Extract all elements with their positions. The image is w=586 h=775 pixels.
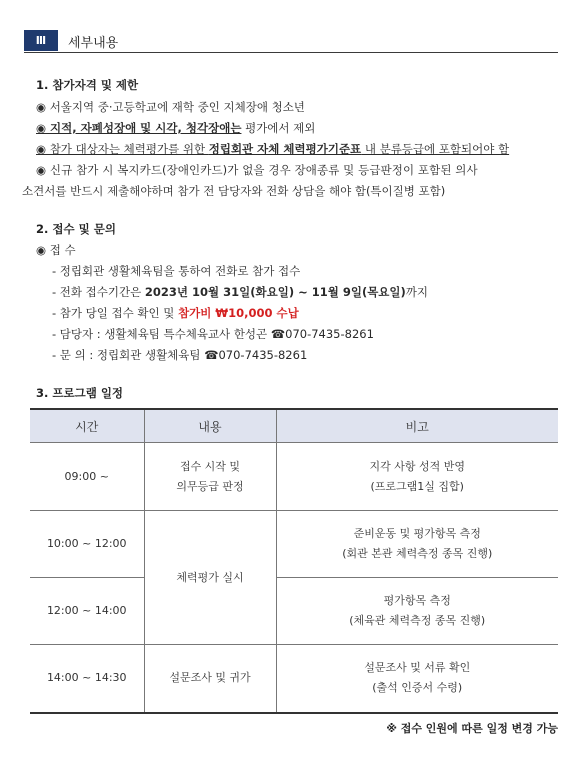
row1-time: 09:00 ~ — [30, 443, 144, 511]
sec2-title: 2. 접수 및 문의 — [36, 222, 116, 236]
sec1-bullet-4-line1: ◉ 신규 참가 시 복지카드(장애인카드)가 없을 경우 장애종류 및 등급판정이 포함된 의사 — [36, 163, 478, 177]
row4-note — [276, 645, 558, 713]
row1-note — [276, 443, 558, 511]
row3-note-line1: 평가항목 측정 — [383, 594, 451, 607]
section-number-badge: Ⅲ — [24, 30, 58, 51]
row2-time: 10:00 ~ 12:00 — [30, 511, 144, 578]
sec2-line-3 — [52, 305, 299, 321]
row3-time: 12:00 ~ 14:00 — [30, 578, 144, 645]
row1-content-line2: 의무등급 판정 — [176, 479, 244, 493]
row1-note-line2: (프로그램1실 집합) — [370, 479, 464, 493]
sec2-line-2 — [52, 284, 428, 300]
row3-note — [276, 578, 558, 645]
table-row — [30, 645, 558, 713]
sec1-bullet-3-c: 내 분류등급에 포함되어야 함 — [361, 142, 510, 156]
sec1-bullet-2-rest: 평가에서 제외 — [241, 121, 316, 135]
sec1-bullet-3-bold: 정립회관 자체 체력평가기준표 — [208, 142, 362, 156]
schedule-table — [30, 408, 558, 714]
row4-time: 14:00 ~ 14:30 — [30, 645, 144, 713]
row23-content: 체력평가 실시 — [144, 511, 276, 645]
header-content: 내용 — [144, 409, 276, 443]
sec2-fee: 참가비 ₩10,000 수납 — [178, 306, 299, 320]
header-note: 비고 — [276, 409, 558, 443]
sec2-line-3-a: - 참가 당일 접수 확인 및 — [52, 306, 179, 320]
row2-note-line2: (회관 본관 체력측정 종목 진행) — [342, 547, 493, 560]
schedule-change-note: ※ 접수 인원에 따른 일정 변경 가능 — [386, 722, 558, 735]
sec2-line-2-a: - 전화 접수기간은 — [52, 285, 145, 299]
table-row — [30, 443, 558, 511]
sec2-line-5: - 문 의 : 정립회관 생활체육팀 ☎070-7435-8261 — [52, 348, 308, 362]
row1-content-line1: 접수 시작 및 — [179, 459, 241, 473]
row2-note — [276, 511, 558, 578]
sec1-bullet-2-bold: ◉ 지적, 자폐성장애 및 시각, 청각장애는 — [36, 121, 242, 135]
sec2-subheading: ◉ 접 수 — [36, 243, 76, 257]
sec2-line-4: - 담당자 : 생활체육팀 특수체육교사 한성곤 ☎070-7435-8261 — [52, 327, 374, 341]
row1-content — [144, 443, 276, 511]
sec2-period: 2023년 10월 31일(화요일) ~ 11월 9일(목요일) — [144, 285, 406, 299]
sec1-bullet-1: ◉ 서울지역 중·고등학교에 재학 중인 지체장애 청소년 — [36, 100, 305, 114]
sec2-line-2-c: 까지 — [405, 285, 429, 299]
row4-content: 설문조사 및 귀가 — [144, 645, 276, 713]
row2-note-line1: 준비운동 및 평가항목 측정 — [353, 527, 481, 540]
sec2-line-1: - 정립회관 생활체육팀을 통하여 전화로 참가 접수 — [52, 264, 301, 278]
row4-note-line1: 설문조사 및 서류 확인 — [364, 661, 471, 675]
row3-note-line2: (체육관 체력측정 종목 진행) — [349, 614, 486, 627]
row1-note-line1: 지각 사항 성적 반영 — [369, 459, 465, 473]
row4-note-line2: (출석 인증서 수령) — [372, 681, 463, 695]
sec1-title: 1. 참가자격 및 제한 — [36, 78, 139, 92]
sec1-bullet-2 — [36, 120, 315, 136]
section-title: 세부내용 — [68, 36, 119, 51]
sec1-bullet-3 — [36, 141, 509, 157]
sec1-bullet-4-line2: 소견서를 반드시 제출해야하며 참가 전 담당자와 전화 상담을 해야 함(특이질병 포함) — [22, 184, 446, 198]
sec1-bullet-3-a: ◉ 참가 대상자는 체력평가를 위한 — [36, 142, 209, 156]
table-row — [30, 578, 558, 645]
section-header — [24, 24, 558, 53]
sec3-title: 3. 프로그램 일정 — [36, 386, 124, 400]
table-header-row — [30, 409, 558, 443]
table-row — [30, 511, 558, 578]
header-time: 시간 — [30, 409, 144, 443]
